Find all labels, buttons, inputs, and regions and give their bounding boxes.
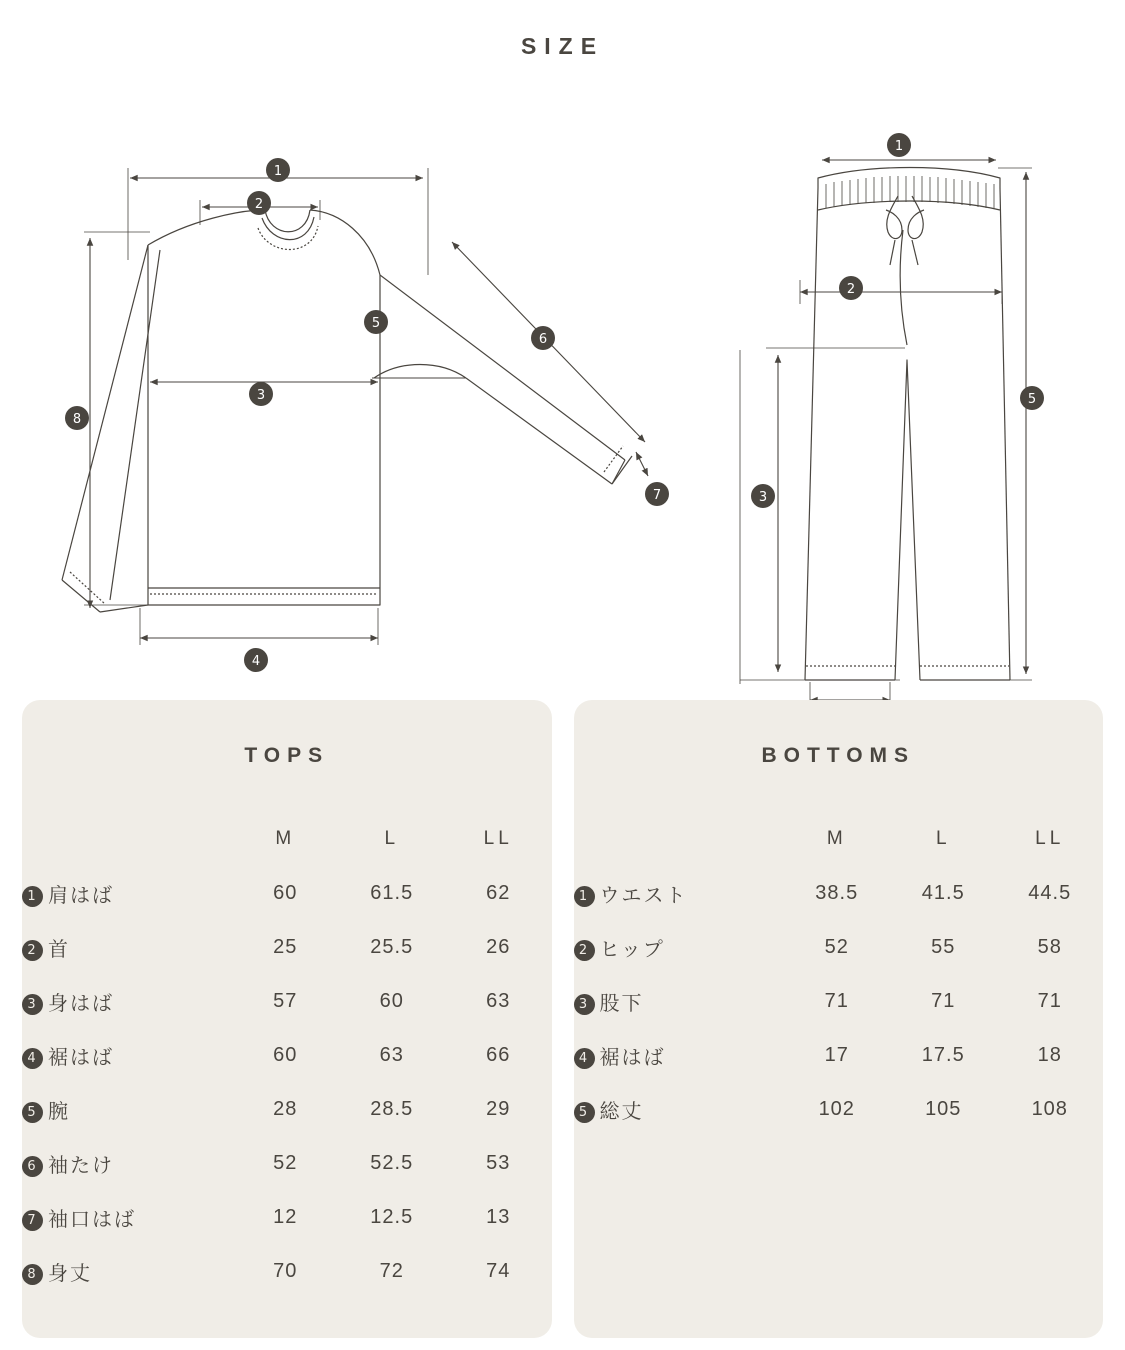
bottoms-value-2-ll: 58: [1037, 935, 1062, 958]
table-row: [574, 1082, 1104, 1136]
bottoms-value-3-l: 71: [931, 989, 956, 1012]
table-row: [22, 866, 552, 920]
table-row: [22, 1244, 552, 1298]
tops-row-label-1: [22, 866, 232, 920]
tops-value-7-l: 12.5: [370, 1205, 414, 1228]
bottoms-header-m: M: [826, 828, 847, 849]
badge-icon: 4: [22, 1048, 43, 1069]
label-text: 袖たけ: [48, 1154, 114, 1177]
tops-value-8-m: 70: [273, 1259, 298, 1282]
tops-value-3-m: 57: [273, 989, 298, 1012]
bottoms-value-2-l: 55: [931, 935, 956, 958]
svg-text:1: 1: [273, 164, 283, 179]
tops-value-2-ll: 26: [486, 935, 511, 958]
bottoms-value-5-l: 105: [925, 1097, 962, 1120]
bottoms-row-label-1: [574, 866, 784, 920]
svg-text:7: 7: [652, 488, 662, 503]
bottoms-size-table: [574, 812, 1104, 1136]
badge-icon: 2: [574, 940, 595, 961]
svg-text:1: 1: [894, 139, 904, 154]
tops-value-4-m: 60: [273, 1043, 298, 1066]
svg-text:5: 5: [371, 316, 381, 331]
label-text: 腕: [48, 1100, 70, 1123]
bottoms-value-4-m: 17: [824, 1043, 849, 1066]
tops-value-7-m: 12: [273, 1205, 298, 1228]
label-text: 裾はば: [599, 1046, 666, 1069]
page-title: SIZE: [520, 33, 605, 59]
label-text: ウエスト: [599, 884, 688, 907]
label-text: 股下: [599, 992, 644, 1015]
bottoms-value-1-l: 41.5: [921, 881, 965, 904]
label-text: 首: [48, 938, 70, 961]
badge-icon: 2: [22, 940, 43, 961]
tops-size-card: [22, 700, 552, 1338]
tops-value-1-m: 60: [273, 881, 298, 904]
label-text: ヒップ: [599, 938, 665, 961]
tops-value-8-ll: 74: [486, 1259, 511, 1282]
badge-icon: 3: [22, 994, 43, 1015]
bottoms-value-4-l: 17.5: [921, 1043, 965, 1066]
bottoms-value-2-m: 52: [824, 935, 849, 958]
table-row: [22, 1082, 552, 1136]
tops-value-5-l: 28.5: [370, 1097, 414, 1120]
table-row: [22, 1028, 552, 1082]
tops-value-1-l: 61.5: [370, 881, 414, 904]
bottoms-value-3-m: 71: [824, 989, 849, 1012]
garment-diagrams: [0, 60, 1125, 700]
tops-row-label-3: [22, 974, 232, 1028]
badge-icon: 8: [22, 1264, 43, 1285]
bottoms-value-1-ll: 44.5: [1028, 881, 1072, 904]
badge-icon: 1: [22, 886, 43, 907]
bottoms-row-label-2: [574, 920, 784, 974]
tops-value-6-ll: 53: [486, 1151, 511, 1174]
svg-text:3: 3: [256, 388, 266, 403]
bottoms-table-title: BOTTOMS: [761, 744, 916, 767]
svg-text:2: 2: [846, 282, 856, 297]
tops-row-label-5: [22, 1082, 232, 1136]
tops-row-label-2: [22, 920, 232, 974]
tops-value-6-l: 52.5: [370, 1151, 414, 1174]
tops-value-4-l: 63: [379, 1043, 404, 1066]
badge-icon: 4: [574, 1048, 595, 1069]
tops-header-m: M: [275, 828, 296, 849]
bottoms-value-5-m: 102: [818, 1097, 855, 1120]
label-text: 袖口はば: [48, 1208, 136, 1231]
tops-value-7-ll: 13: [486, 1205, 511, 1228]
tops-header-blank: [22, 812, 232, 866]
tops-header-l: L: [384, 828, 400, 849]
svg-text:8: 8: [72, 412, 82, 427]
table-row: [22, 1136, 552, 1190]
tops-value-3-ll: 63: [486, 989, 511, 1012]
tops-value-2-m: 25: [273, 935, 298, 958]
table-row: [574, 974, 1104, 1028]
label-text: 裾はば: [48, 1046, 114, 1069]
svg-text:2: 2: [254, 197, 264, 212]
tops-value-1-ll: 62: [486, 881, 511, 904]
bottoms-header-ll: LL: [1035, 828, 1065, 849]
tops-value-2-l: 25.5: [370, 935, 414, 958]
bottoms-row-label-5: [574, 1082, 784, 1136]
label-text: 身丈: [48, 1262, 92, 1285]
tops-row-label-7: [22, 1190, 232, 1244]
bottoms-value-4-ll: 18: [1037, 1043, 1062, 1066]
badge-icon: 1: [574, 886, 595, 907]
badge-icon: 6: [22, 1156, 43, 1177]
tops-size-table: [22, 812, 552, 1298]
tops-row-label-8: [22, 1244, 232, 1298]
bottoms-row-label-3: [574, 974, 784, 1028]
table-row: [574, 1028, 1104, 1082]
bottoms-size-card: [574, 700, 1104, 1338]
badge-icon: 3: [574, 994, 595, 1015]
tops-value-5-ll: 29: [486, 1097, 511, 1120]
tops-value-4-ll: 66: [486, 1043, 511, 1066]
tops-value-6-m: 52: [273, 1151, 298, 1174]
bottoms-value-5-ll: 108: [1031, 1097, 1068, 1120]
svg-text:6: 6: [538, 332, 548, 347]
diagram-number-badges: [65, 133, 1044, 735]
bottoms-header-l: L: [935, 828, 951, 849]
table-row: [574, 866, 1104, 920]
svg-text:4: 4: [251, 654, 261, 669]
table-row: [22, 974, 552, 1028]
badge-icon: 5: [22, 1102, 43, 1123]
svg-text:3: 3: [758, 490, 768, 505]
label-text: 身はば: [48, 992, 114, 1015]
label-text: 肩はば: [48, 884, 114, 907]
table-row: [574, 920, 1104, 974]
bottoms-value-1-m: 38.5: [815, 881, 859, 904]
bottoms-row-label-4: [574, 1028, 784, 1082]
svg-text:5: 5: [1027, 392, 1037, 407]
table-row: [22, 920, 552, 974]
tops-row-label-4: [22, 1028, 232, 1082]
tops-row-label-6: [22, 1136, 232, 1190]
diagram-illustration: [0, 60, 1125, 700]
tops-table-title: TOPS: [244, 744, 330, 767]
badge-icon: 5: [574, 1102, 595, 1123]
tops-value-8-l: 72: [379, 1259, 404, 1282]
bottoms-value-3-ll: 71: [1037, 989, 1062, 1012]
label-text: 総丈: [599, 1100, 644, 1123]
size-tables: [0, 700, 1125, 1338]
table-row: [22, 1190, 552, 1244]
tops-value-3-l: 60: [379, 989, 404, 1012]
badge-icon: 7: [22, 1210, 43, 1231]
tops-value-5-m: 28: [273, 1097, 298, 1120]
tops-header-ll: LL: [483, 828, 513, 849]
bottoms-header-blank: [574, 812, 784, 866]
